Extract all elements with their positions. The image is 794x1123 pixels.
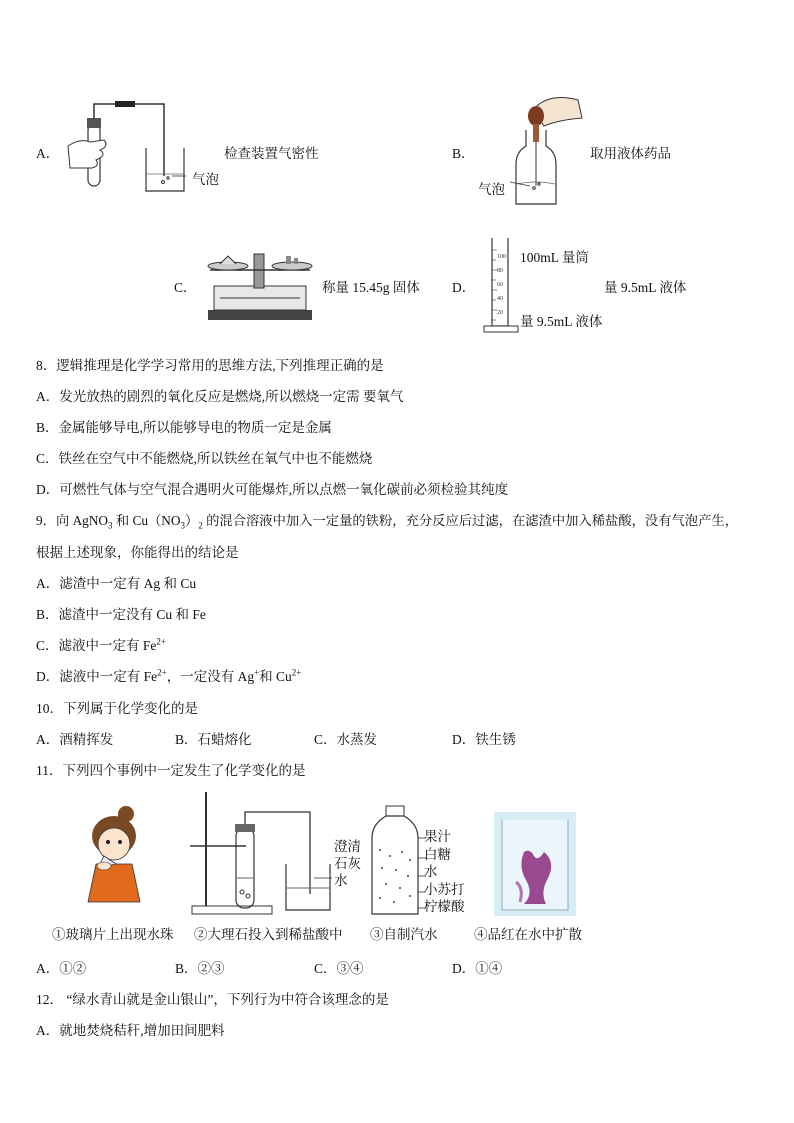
q9-option-b: B．滤渣中一定没有 Cu 和 Fe: [36, 607, 206, 622]
q8-option-a: A．发光放热的剧烈的氧化反应是燃烧,所以燃烧一定需 要氧气: [36, 389, 404, 404]
caption-2: ②大理石投入到稀盐酸中: [194, 927, 343, 942]
airtightness-apparatus-figure: [60, 96, 190, 196]
q10-option-a: A．酒精挥发: [36, 732, 114, 747]
marble-acid-apparatus-figure: [186, 788, 336, 920]
q11-option-c: C．③④: [314, 961, 364, 976]
q10-option-d: D．铁生锈: [452, 732, 516, 747]
option-d-letter: D．: [452, 280, 476, 295]
q9-option-a: A．滤渣中一定有 Ag 和 Cu: [36, 576, 197, 591]
caption-3: ③自制汽水: [370, 927, 438, 942]
q12-option-a: A．就地焚烧秸秆,增加田间肥料: [36, 1023, 225, 1038]
limewater-label: 澄清 石灰 水: [334, 839, 361, 888]
option-a-description: 检查装置气密性: [224, 146, 319, 161]
soda-ingredients-list: 果汁 白糖 水 小苏打 柠檬酸: [424, 829, 465, 915]
dye-diffusion-photo: [494, 812, 576, 916]
option-b-description: 取用液体药品: [590, 146, 671, 161]
cylinder-reading: 量 9.5mL 液体: [520, 314, 603, 329]
girl-glass-figure: [74, 806, 154, 916]
option-a-letter: A．: [36, 146, 60, 161]
q11-option-a: A．①②: [36, 961, 87, 976]
q9-stem-line2: 根据上述现象，你能得出的结论是: [36, 545, 239, 560]
q10-option-b: B．石蜡熔化: [175, 732, 252, 747]
q8-option-b: B．金属能够导电,所以能够导电的物质一定是金属: [36, 420, 332, 435]
option-b-letter: B．: [452, 146, 475, 161]
caption-1: ①玻璃片上出现水珠: [52, 927, 174, 942]
q10-stem: 10．下列属于化学变化的是: [36, 701, 198, 716]
bubble-label-b: 气泡: [478, 182, 505, 197]
q8-option-c: C．铁丝在空气中不能燃烧,所以铁丝在氧气中也不能燃烧: [36, 451, 373, 466]
q10-option-c: C．水蒸发: [314, 732, 378, 747]
caption-4: ④品红在水中扩散: [474, 927, 582, 942]
q9-option-d: D．滤液中一定有 $Fe^{2+}$，一定没有 Ag+和 $Cu^{2+}$: [36, 667, 302, 684]
q11-option-b: B．②③: [175, 961, 225, 976]
cylinder-label: 100mL 量筒: [520, 250, 589, 265]
q11-option-d: D．①④: [452, 961, 503, 976]
bubble-label-a: 气泡: [192, 172, 219, 187]
q8-stem: 8．逻辑推理是化学学习常用的思维方法,下列推理正确的是: [36, 358, 384, 373]
q9-stem: 9．向 AgNO$_3$ 和 $Cu(NO_3)_2$ 的混合溶液中加入一定量的铁粉，充分反应后过滤，在滤渣中加入稀盐酸，没有气泡产生，: [36, 513, 738, 531]
q9-option-c: C．滤液中一定有 $Fe^{2+}$: [36, 636, 166, 653]
option-d-description: 量 9.5mL 液体: [604, 280, 687, 295]
cylinder-tick-labels: 100 80 60 40 20: [497, 254, 506, 316]
balance-scale-figure: [200, 246, 318, 326]
q11-stem: 11．下列四个事例中一定发生了化学变化的是: [36, 763, 306, 778]
q12-stem: 12． “绿水青山就是金山银山”，下列行为中符合该理念的是: [36, 992, 389, 1007]
option-c-letter: C．: [174, 280, 197, 295]
option-c-description: 称量 15.45g 固体: [322, 280, 420, 295]
q8-option-d: D．可燃性气体与空气混合遇明火可能爆炸,所以点燃一氧化碳前必须检验其纯度: [36, 482, 509, 497]
soda-bottle-figure: [366, 804, 426, 918]
